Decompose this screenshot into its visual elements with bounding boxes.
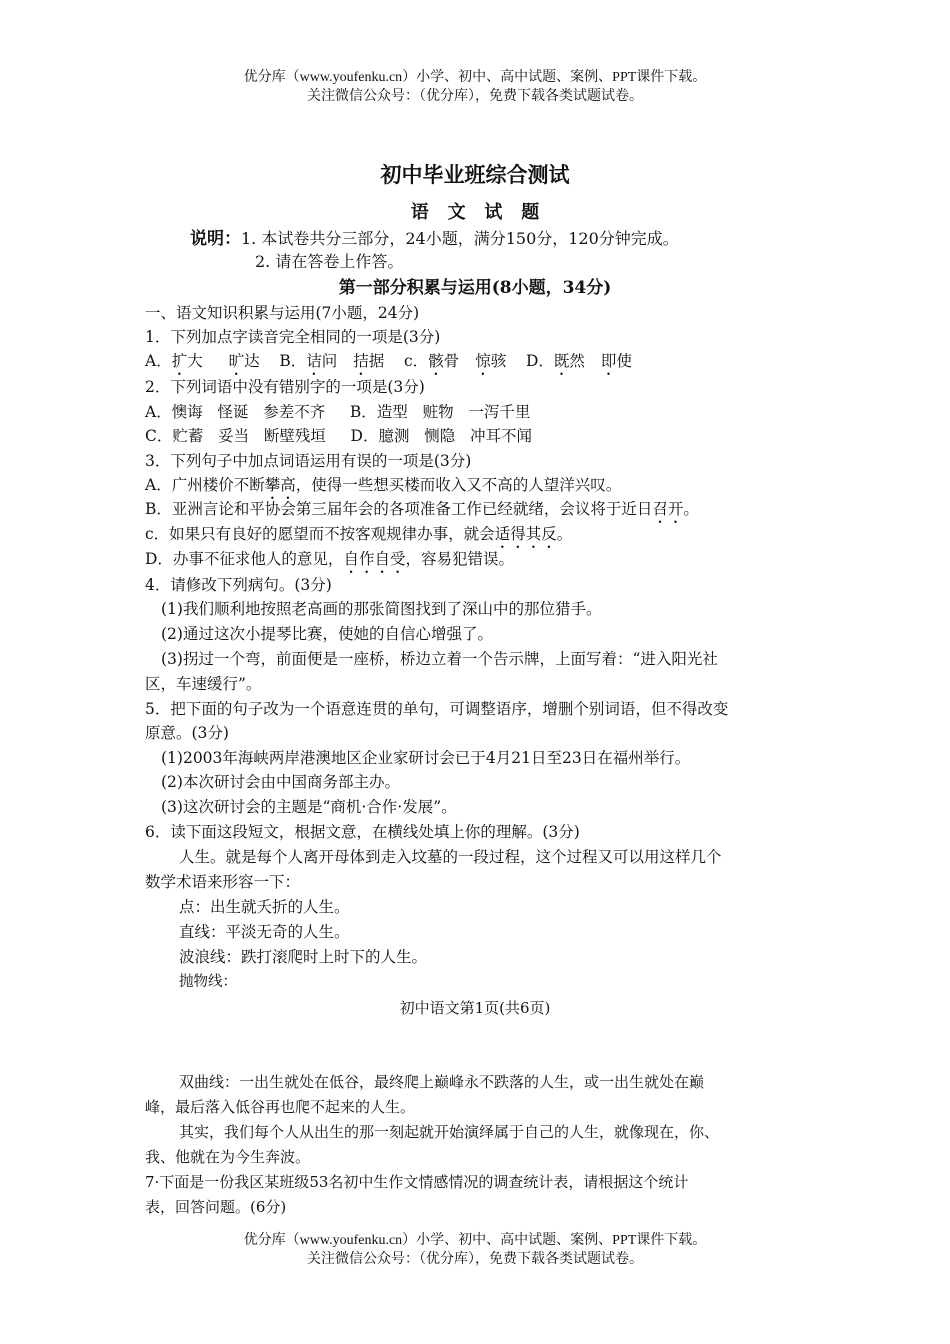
p2-paragraph-1a: 双曲线：一出生就处在低谷，最终爬上巅峰永不跌落的人生，或一出生就处在巅 <box>179 1073 705 1091</box>
p2-paragraph-2b: 我、他就在为今生奔波。 <box>145 1148 311 1166</box>
q5-sentence-1: (1)2003年海峡两岸港澳地区企业家研讨会已于4月21日至23日在福州举行。 <box>161 749 691 767</box>
q3-stem: 3．下列句子中加点词语运用有误的一项是(3分) <box>145 452 472 470</box>
q2-options-cd: C．贮蓄 妥当 断壁残垣 D．臆测 恻隐 冲耳不闻 <box>145 427 533 445</box>
q6-line-wave: 波浪线：跌打滚爬时上时下的人生。 <box>179 948 428 966</box>
section1-heading: 一、语文知识积累与运用(7小题，24分) <box>145 304 420 322</box>
q5-stem-a: 5．把下面的句子改为一个语意连贯的单句，可调整语序，增删个别词语，但不得改变 <box>145 700 729 718</box>
site-footer-line-2: 关注微信公众号：（优分库），免费下载各类试题试卷。 <box>307 1252 643 1267</box>
exam-title: 初中毕业班综合测试 <box>380 162 570 187</box>
q6-line-point: 点：出生就夭折的人生。 <box>179 898 350 916</box>
q2-options-ab: A．懊诲 怪诞 参差不齐 B．造型 赃物 一泻千里 <box>145 403 531 421</box>
q3-option-c: c．如果只有良好的愿望而不按客观规律办事，就会适得其反。 <box>145 525 573 543</box>
q6-line-parabola: 抛物线： <box>179 974 237 990</box>
q3-option-a: A．广州楼价不断攀高，使得一些想买楼而收入又不高的人望洋兴叹。 <box>145 476 622 494</box>
q2-stem: 2．下列词语中没有错别字的一项是(3分) <box>145 378 425 396</box>
instructions-line-1 <box>190 228 679 250</box>
instruction-item-2: 2. 请在答卷上作答。 <box>255 252 404 271</box>
site-footer-line-1: 优分库（www.youfenku.cn）小学、初中、高中试题、案例、PPT课件下载。 <box>243 1233 707 1248</box>
q4-sentence-1: (1)我们顺利地按照老高画的那张简图找到了深山中的那位猎手。 <box>161 600 602 618</box>
q6-line-straight: 直线：平淡无奇的人生。 <box>179 923 350 941</box>
q1-options: A．扩大 旷达 B．诘问 拮据 c．骸骨 惊骇 D．既然 即使 <box>145 352 632 370</box>
q3-option-d: D．办事不征求他人的意见，自作自受，容易犯错误。 <box>145 550 514 568</box>
exam-subtitle: 语 文 试 题 <box>410 202 540 223</box>
q7-stem-b: 表，回答问题。(6分) <box>145 1198 287 1216</box>
q7-stem-a: 7·下面是一份我区某班级53名初中生作文情感情况的调查统计表，请根据这个统计 <box>145 1173 689 1191</box>
instruction-item-1: 1. 本试卷共分三部分，24小题，满分150分，120分钟完成。 <box>241 229 679 248</box>
q5-sentence-3: (3)这次研讨会的主题是“商机·合作·发展”。 <box>161 798 457 816</box>
q6-paragraph-a: 人生。就是每个人离开母体到走入坟墓的一段过程，这个过程又可以用这样几个 <box>179 848 722 866</box>
q4-sentence-2: (2)通过这次小提琴比赛，使她的自信心增强了。 <box>161 625 493 643</box>
q4-sentence-3a: (3)拐过一个弯，前面便是一座桥，桥边立着一个告示牌，上面写着：“进入阳光社 <box>161 650 718 668</box>
q6-paragraph-b: 数学术语来形容一下： <box>145 873 301 891</box>
q1-stem: 1．下列加点字读音完全相同的一项是(3分) <box>145 328 441 346</box>
p2-paragraph-2a: 其实，我们每个人从出生的那一刻起就开始演绎属于自己的人生，就像现在，你、 <box>179 1123 720 1141</box>
q6-stem: 6．读下面这段短文，根据文意，在横线处填上你的理解。(3分) <box>145 823 580 841</box>
instructions-label: 说明： <box>190 229 241 249</box>
page-footer: 初中语文第1页(共6页) <box>399 999 551 1017</box>
site-header-line-1: 优分库（www.youfenku.cn）小学、初中、高中试题、案例、PPT课件下载。 <box>243 70 707 85</box>
q4-sentence-3b: 区，车速缓行”。 <box>145 675 262 693</box>
q3-option-b: B．亚洲言论和平协会第三届年会的各项准备工作已经就绪，会议将于近日召开。 <box>145 500 699 518</box>
part1-heading: 第一部分积累与运用(8小题，34分) <box>338 278 612 298</box>
q5-stem-b: 原意。(3分) <box>145 724 229 742</box>
q4-stem: 4．请修改下列病句。(3分) <box>145 576 332 594</box>
p2-paragraph-1b: 峰，最后落入低谷再也爬不起来的人生。 <box>145 1098 416 1116</box>
site-header-line-2: 关注微信公众号：（优分库），免费下载各类试题试卷。 <box>307 89 643 104</box>
q5-sentence-2: (2)本次研讨会由中国商务部主办。 <box>161 773 400 791</box>
